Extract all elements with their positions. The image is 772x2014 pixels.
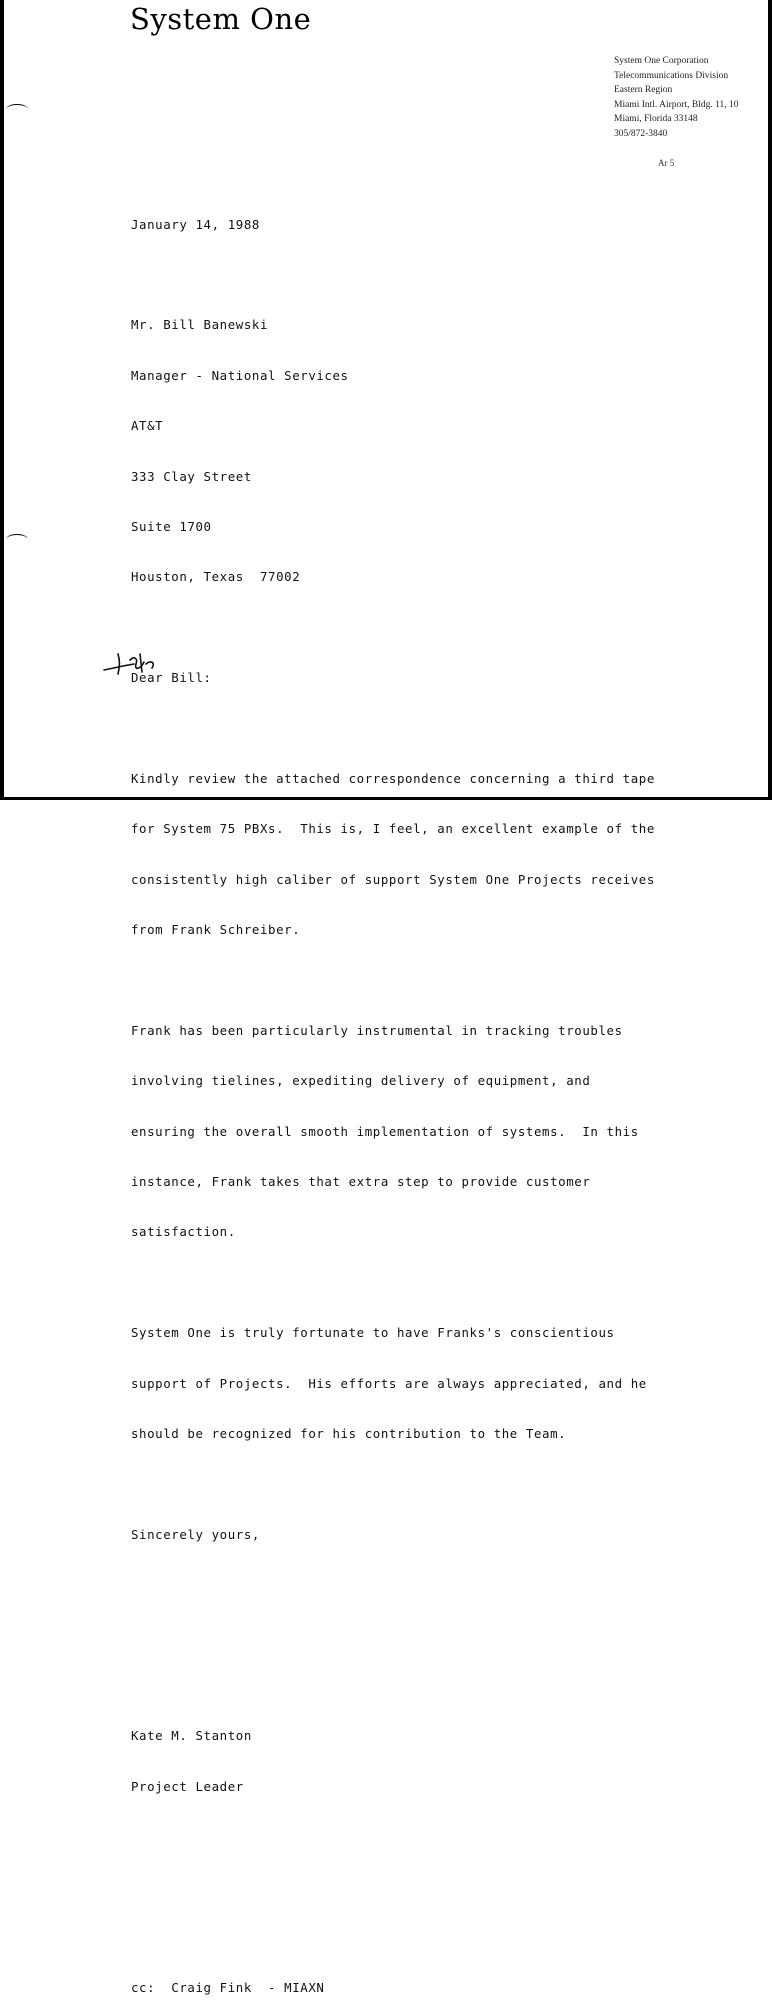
address-line: Telecommunications Division	[614, 70, 729, 81]
paragraph-line: ensuring the overall smooth implementation of systems. In this	[131, 1123, 639, 1139]
paragraph-line: for System 75 PBXs. This is, I feel, an excellent example of the	[131, 821, 655, 837]
paragraph-line: Frank has been particularly instrumental in tracking troubles	[131, 1022, 623, 1038]
address-line: Miami Intl. Airport, Bldg. 11, 10	[614, 99, 739, 110]
margin-mark	[6, 104, 28, 115]
handwritten-signature	[100, 646, 180, 678]
paragraph-line: should be recognized for his contribution to the Team.	[131, 1425, 567, 1441]
paragraph-line: consistently high caliber of support System One Projects receives	[131, 871, 655, 887]
reference-mark: Ar 5	[658, 158, 675, 168]
signer-title: Project Leader	[131, 1778, 244, 1794]
paragraph-line: involving tielines, expediting delivery of equipment, and	[131, 1073, 591, 1089]
address-line: Miami, Florida 33148	[614, 114, 698, 124]
salutation: Dear Bill:	[131, 670, 212, 686]
recipient-line: Suite 1700	[131, 518, 212, 534]
paragraph-line: satisfaction.	[131, 1224, 236, 1240]
signer-name: Kate M. Stanton	[131, 1728, 252, 1744]
address-line: Eastern Region	[614, 85, 673, 95]
letter-date: January 14, 1988	[131, 216, 260, 232]
paragraph-line: from Frank Schreiber.	[131, 922, 301, 938]
recipient-line: Manager - National Services	[131, 367, 349, 383]
paragraph-line: instance, Frank takes that extra step to provide customer	[131, 1174, 591, 1190]
closing: Sincerely yours,	[131, 1526, 260, 1542]
recipient-line: AT&T	[131, 418, 164, 434]
letterhead-address	[614, 54, 766, 141]
paragraph-line: Kindly review the attached correspondence concerning a third tape	[131, 770, 655, 786]
cc-line: cc: Craig Fink - MIAXN	[131, 1980, 325, 1996]
address-line: System One Corporation	[614, 56, 709, 66]
recipient-line: Houston, Texas 77002	[131, 569, 301, 585]
letterhead-brand: System One	[130, 2, 312, 36]
margin-mark	[6, 534, 28, 545]
recipient-line: Mr. Bill Banewski	[131, 317, 269, 333]
address-line: 305/872-3840	[614, 128, 668, 139]
paragraph-line: System One is truly fortunate to have Franks's conscientious	[131, 1325, 615, 1341]
recipient-line: 333 Clay Street	[131, 468, 252, 484]
letter-body	[131, 183, 751, 2014]
paragraph-line: support of Projects. His efforts are always appreciated, and he	[131, 1375, 647, 1391]
